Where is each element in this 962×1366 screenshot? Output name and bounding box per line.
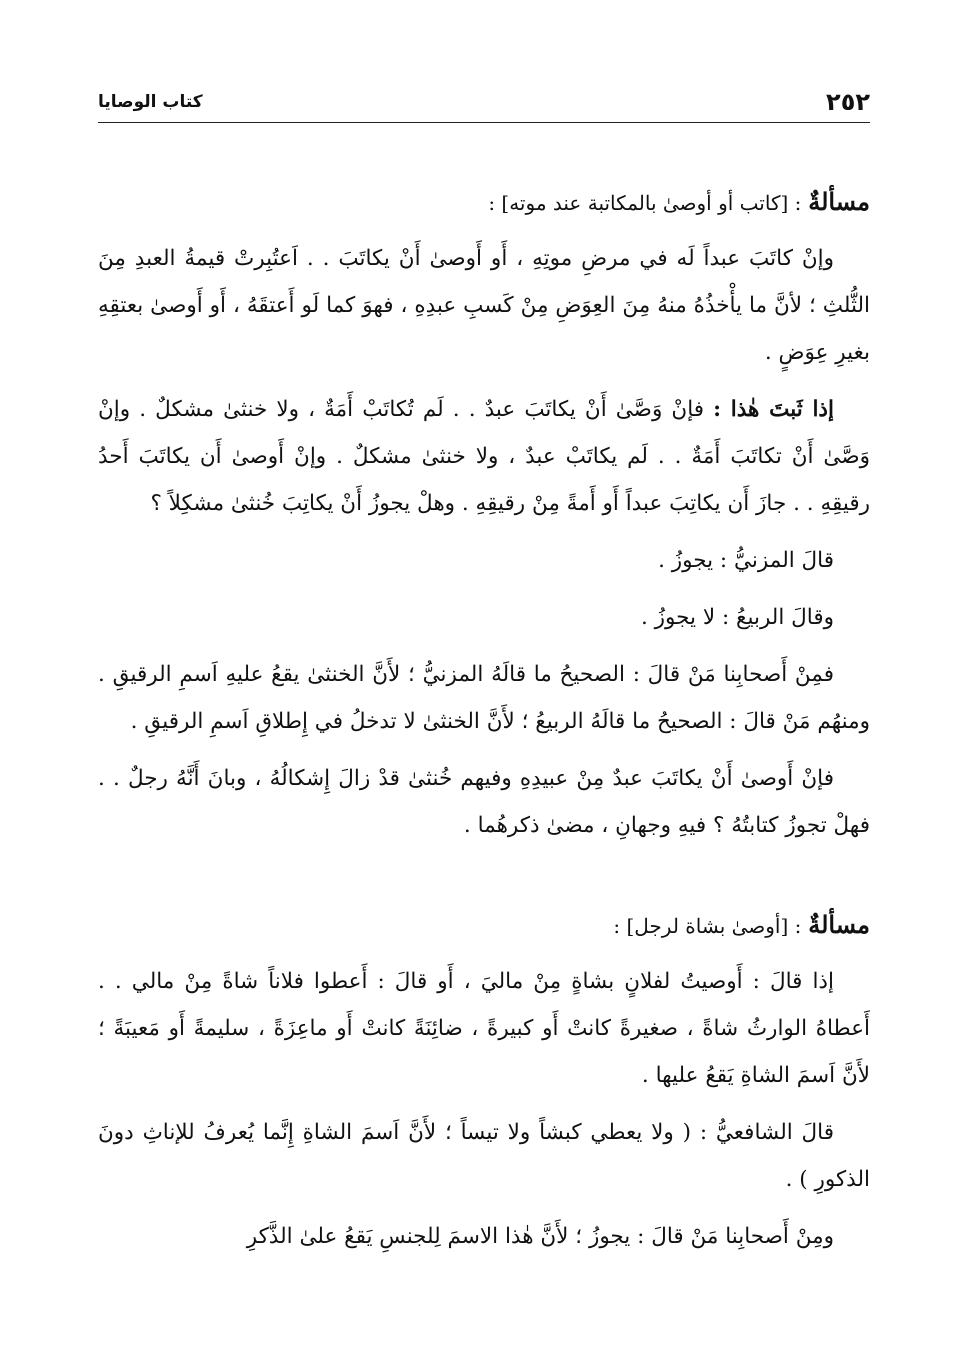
paragraph: إذا قالَ : أَوصيتُ لفلانٍ بشاةٍ مِنْ ماليَ ، أَو قالَ : أَعطوا فلاناً شاةً مِنْ مالي . . أَعطاهُ الوارثُ شاةً ، صغيرةً كانتْ أَو كبيرةً ، ضائِنَةً كانتْ أَو ماعِزَةً ، سليمةً أَو مَعيبَةً ؛ لأَنَّ اَسمَ الشاةِ يَقعُ عليها .	[98, 969, 870, 1088]
page-body	[98, 178, 870, 1270]
paragraph: فمِنْ أَصحابِنا مَنْ قالَ : الصحيحُ ما قالَهُ المزنيُّ ؛ لأَنَّ الخنثىٰ يقعُ عليهِ اَسمِ الرقيقِ . ومنهُم مَنْ قالَ : الصحيحُ ما قالَهُ الربيعُ ؛ لأَنَّ الخنثىٰ لا تدخلُ في إِطلاقِ اَسمِ الرقيقِ .	[98, 662, 870, 734]
paragraph: فإنْ أَوصىٰ أَنْ يكاتَبَ عبدٌ مِنْ عبيدِهِ وفيهم خُنثىٰ قدْ زالَ إِشكالُهُ ، وبانَ أَنَّهُ رجلٌ . . فهلْ تجوزُ كتابتُهُ ؟ فيهِ وجهانِ ، مضىٰ ذكرهُما .	[98, 766, 870, 838]
page-number: ٢٥٢	[826, 88, 870, 116]
heading-title: : [أوصىٰ بشاة لرجل] :	[613, 914, 802, 938]
paragraph: ومِنْ أَصحابِنا مَنْ قالَ : يجوزُ ؛ لأَنَّ هٰذا الاسمَ لِلجنسِ يَقعُ علىٰ الذَّكرِ	[246, 1224, 834, 1249]
heading-title: : [كاتب أو أوصىٰ بالمكاتبة عند موته] :	[488, 191, 802, 215]
paragraph-lead: إذا ثَبتَ هٰذا :	[713, 397, 834, 422]
book-title: كتاب الوصايا	[98, 92, 203, 112]
section-gap	[98, 859, 870, 901]
paragraph	[98, 386, 870, 527]
section-heading-2	[98, 901, 870, 950]
page-header	[98, 82, 870, 123]
paragraph: وقالَ الربيعُ : لا يجوزُ .	[641, 605, 834, 630]
paragraph: قالَ الشافعيُّ : ( ولا يعطي كبشاً ولا تيساً ؛ لأَنَّ اَسمَ الشاةِ إِنَّما يُعرفُ للإناثِ دونَ الذكورِ ) .	[98, 1120, 870, 1192]
heading-word: مسألةٌ	[808, 910, 870, 939]
heading-word: مسألةٌ	[808, 187, 870, 216]
paragraph: وإنْ كاتَبَ عبداً لَه في مرضِ موتِهِ ، أَو أَوصىٰ أَنْ يكاتَبَ . . اَعتُبِرتْ قيمةُ العبدِ مِنَ الثُّلثِ ؛ لأنَّ ما يأْخذُهُ منهُ مِنَ العِوَضِ مِنْ كَسبِ عبدِهِ ، فهوَ كما لَو أَعتقَهُ ، أَو أَوصىٰ بعتقِهِ بغيرِ عِوَضٍ .	[98, 246, 870, 365]
section-heading-1	[98, 178, 870, 227]
paragraph: قالَ المزنيُّ : يجوزُ .	[658, 548, 834, 573]
paragraph-text: فإنْ وَصَّىٰ أَنْ يكاتَبَ عبدٌ . . لَم تُكاتَبْ أَمَةٌ ، ولا خنثىٰ مشكلٌ . وإنْ وَصَّىٰ أَنْ تكاتَبَ أَمَةٌ . . لَم يكاتَبْ عبدٌ ، ولا خنثىٰ مشكلٌ . وإنْ أَوصىٰ أَن يكاتَبَ أَحدُ رقيقِهِ . . جازَ أَن يكاتِبَ عبداً أَو أَمةً مِنْ رقيقِهِ . وهلْ يجوزُ أَنْ يكاتِبَ خُنثىٰ مشكِلاً ؟	[98, 397, 870, 516]
